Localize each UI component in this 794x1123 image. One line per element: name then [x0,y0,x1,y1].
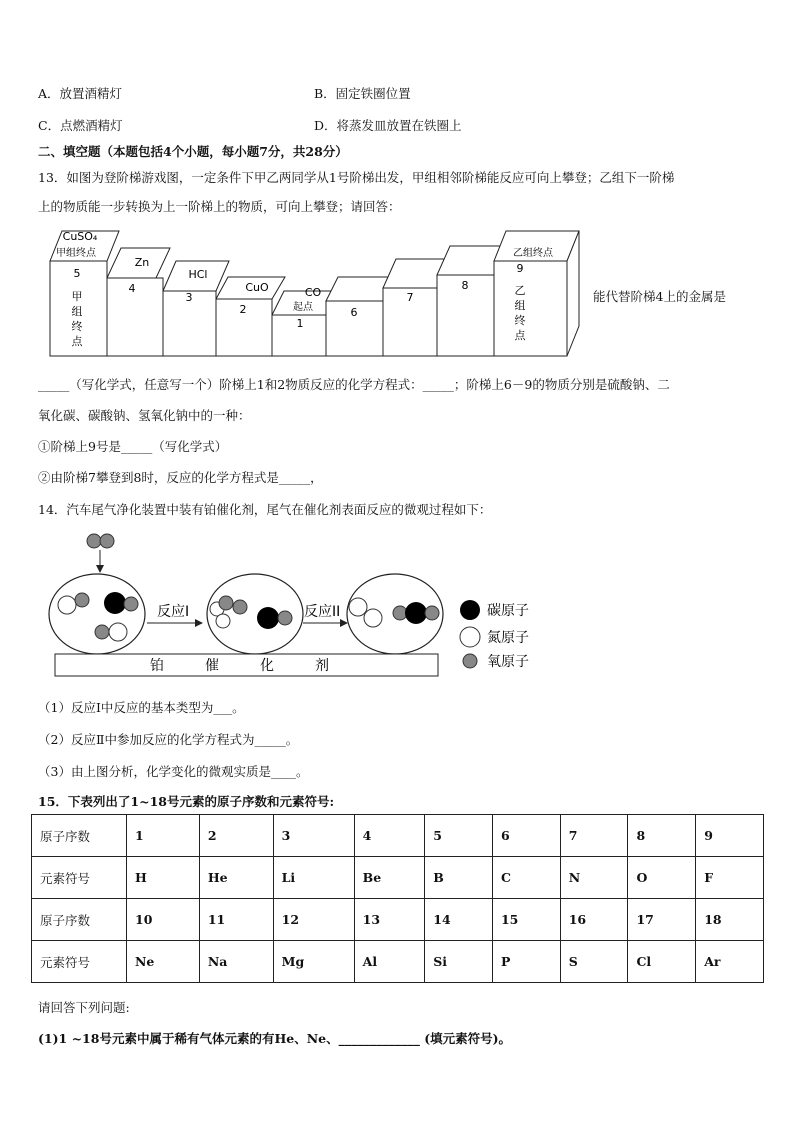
table-cell: B [425,857,493,899]
legend-oxygen: 氧原子 [487,654,529,670]
table-cell: 15 [492,899,560,941]
step5-number: 5 [73,267,81,280]
table-cell: He [199,857,273,899]
table-row [32,815,764,857]
table-cell: 13 [354,899,425,941]
table-cell: 17 [628,899,696,941]
q13-sub2: ②由阶梯7攀登到8时，反应的化学方程式是_____， [38,470,323,485]
table-cell: Li [273,857,354,899]
stage1-c-1 [104,592,126,614]
yi-v-4: 点 [514,329,526,342]
table-cell: P [492,941,560,983]
label-hcl: HCl [188,268,208,281]
reaction1-label: 反应I [157,604,190,620]
legend-nitrogen: 氮原子 [487,630,529,646]
section-heading: 二、填空题（本题包括4个小题，每小题7分，共28分） [38,144,348,159]
legend-nitrogen-icon [460,627,480,647]
label-cuo: CuO [245,281,269,294]
stage3-o-1 [393,606,407,620]
table-cell: Be [354,857,425,899]
table-cell: 7 [560,815,628,857]
row-label: 元素符号 [32,857,127,899]
element-table [31,814,764,983]
stage2-o-2 [233,600,247,614]
table-cell: Mg [273,941,354,983]
q15-line1: 15．下表列出了1~18号元素的原子序数和元素符号: [38,794,335,809]
legend-oxygen-icon [463,654,477,668]
reaction2-label: 反应II [304,604,341,620]
table-row [32,899,764,941]
catalyst-char-2: 催 [205,658,219,674]
step9-number: 9 [516,262,524,275]
jia-v-3: 终 [71,320,83,333]
table-cell: C [492,857,560,899]
q15-sub1: (1)1 ~18号元素中属于稀有气体元素的有He、Ne、_____________ (填元素符号)。 [38,1031,512,1046]
yi-v-3: 终 [514,314,526,327]
table-cell: Ar [696,941,764,983]
catalyst-bar [55,654,438,676]
step2-number: 2 [239,303,247,316]
table-row [32,857,764,899]
table-cell: H [127,857,200,899]
table-cell: 3 [273,815,354,857]
stage1-ellipse [49,574,145,654]
table-cell: 6 [492,815,560,857]
stage2-o-3 [278,611,292,625]
q14-line1: 14．汽车尾气净化装置中装有铂催化剂，尾气在催化剂表面反应的微观过程如下： [38,502,492,517]
table-cell: Al [354,941,425,983]
label-zn: Zn [134,256,150,269]
table-cell: Na [199,941,273,983]
step1-number: 1 [296,317,304,330]
yi-v-2: 组 [514,299,526,312]
step3-number: 3 [185,291,193,304]
option-d: D．将蒸发皿放置在铁圈上 [314,118,462,133]
stage2-o-1 [219,596,233,610]
step9-front [494,261,567,356]
catalyst-char-1: 铂 [150,658,164,674]
q14-sub1: （1）反应Ⅰ中反应的基本类型为___。 [38,700,245,715]
table-cell: S [560,941,628,983]
table-cell: 2 [199,815,273,857]
option-b: B．固定铁圈位置 [314,86,411,101]
stage1-o-1 [75,593,89,607]
table-cell: F [696,857,764,899]
step4-number: 4 [128,282,136,295]
stage2-c-1 [257,607,279,629]
table-cell: 18 [696,899,764,941]
legend-carbon: 碳原子 [487,603,529,619]
step6-number: 6 [350,306,358,319]
catalyst-char-4: 剂 [315,658,329,674]
input-oxygen-atom-1 [87,534,101,548]
table-cell: 16 [560,899,628,941]
step7-number: 7 [406,291,414,304]
stage1-o-2 [124,597,138,611]
jia-v-4: 点 [71,335,83,348]
stage3-o-2 [425,606,439,620]
stage1-n-2 [109,623,127,641]
option-a: A．放置酒精灯 [38,86,123,101]
table-cell: Ne [127,941,200,983]
stage1-n-1 [58,596,76,614]
option-c: C．点燃酒精灯 [38,118,123,133]
label-co: CO [304,286,322,299]
catalyst-char-3: 化 [260,658,274,674]
table-cell: Cl [628,941,696,983]
table-cell: 11 [199,899,273,941]
table-cell: O [628,857,696,899]
stage2-n-2 [216,614,230,628]
q13-line3: _____（写化学式，任意写一个）阶梯上1和2物质反应的化学方程式：_____；阶梯上6－9的物质分别是硫酸钠、二 [38,377,670,392]
row-label: 原子序数 [32,815,127,857]
label-yi-end-top: 乙组终点 [513,248,553,259]
stairs-diagram [45,224,585,358]
table-cell: Si [425,941,493,983]
table-cell: 12 [273,899,354,941]
table-cell: 14 [425,899,493,941]
legend-carbon-icon [460,600,480,620]
label-start: 起点 [293,302,313,313]
q13-side-text: 能代替阶梯4上的金属是 [593,289,726,304]
stage3-n-1 [349,598,367,616]
table-cell: 5 [425,815,493,857]
stage1-o-3 [95,625,109,639]
table-cell: N [560,857,628,899]
stage3-c-1 [405,602,427,624]
q14-sub2: （2）反应Ⅱ中参加反应的化学方程式为_____。 [38,732,299,747]
input-oxygen-atom-2 [100,534,114,548]
q15-ask: 请回答下列问题: [38,1000,130,1015]
row-label: 原子序数 [32,899,127,941]
label-jia-end-top: 甲组终点 [56,248,96,259]
q13-line1: 13．如图为登阶梯游戏图，一定条件下甲乙两同学从1号阶梯出发，甲组相邻阶梯能反应可向上攀登；乙组下一阶梯 [38,170,675,185]
row-label: 元素符号 [32,941,127,983]
table-row [32,941,764,983]
stage3-n-2 [364,609,382,627]
table-cell: 1 [127,815,200,857]
jia-v-1: 甲 [71,290,83,303]
jia-v-2: 组 [71,305,83,318]
q13-sub1: ①阶梯上9号是_____（写化学式） [38,439,228,454]
table-cell: 4 [354,815,425,857]
micro-process-diagram [45,530,545,680]
q13-line2: 上的物质能一步转换为上一阶梯上的物质，可向上攀登；请回答： [38,199,401,214]
label-cuso4: CuSO₄ [62,230,98,243]
table-cell: 10 [127,899,200,941]
q13-line4: 氧化碳、碳酸钠、氢氧化钠中的一种： [38,408,251,423]
step8-number: 8 [461,279,469,292]
table-cell: 8 [628,815,696,857]
q14-sub3: （3）由上图分析，化学变化的微观实质是____。 [38,764,309,779]
yi-v-1: 乙 [514,284,526,297]
table-cell: 9 [696,815,764,857]
